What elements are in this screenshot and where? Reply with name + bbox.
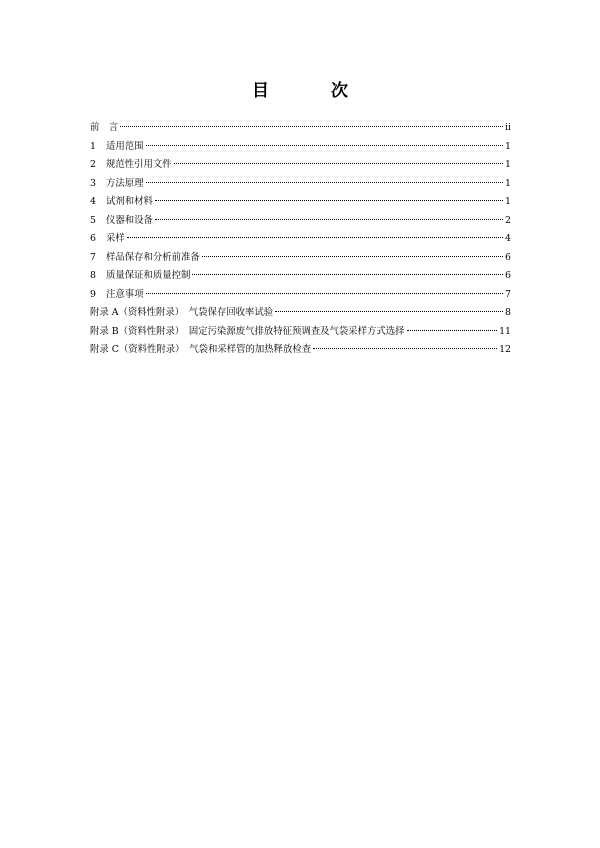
toc-entry-text: 样品保存和分析前准备 bbox=[106, 251, 200, 263]
toc-entry-page: 7 bbox=[505, 288, 511, 300]
toc-entry-appendix-a[interactable] bbox=[90, 304, 511, 323]
toc-entry-page: 1 bbox=[505, 140, 511, 152]
toc-entry-text: 前 言 bbox=[90, 122, 119, 133]
dot-leader bbox=[155, 200, 503, 201]
toc-entry-page: 12 bbox=[499, 344, 511, 355]
toc-entry-text: 附录 B（资料性附录） 固定污染源废气排放特征预调查及气袋采样方式选择 bbox=[90, 325, 405, 337]
toc-entry-4[interactable] bbox=[90, 193, 511, 212]
toc-entry-text: 采样 bbox=[106, 233, 125, 244]
toc-entry-number: 6 bbox=[90, 233, 96, 244]
dot-leader bbox=[313, 348, 497, 349]
table-of-contents bbox=[90, 119, 511, 360]
dot-leader bbox=[146, 145, 504, 146]
dot-leader bbox=[202, 256, 503, 257]
dot-leader bbox=[127, 237, 503, 238]
toc-entry-9[interactable] bbox=[90, 286, 511, 305]
toc-entry-text: 规范性引用文件 bbox=[106, 159, 172, 170]
toc-entry-1[interactable] bbox=[90, 138, 511, 157]
toc-entry-number: 4 bbox=[90, 196, 96, 207]
toc-entry-number: 9 bbox=[90, 288, 96, 300]
dot-leader bbox=[120, 126, 503, 127]
dot-leader bbox=[146, 182, 504, 183]
toc-entry-text: 附录 A（资料性附录） 气袋保存回收率试验 bbox=[90, 307, 274, 318]
toc-entry-appendix-c[interactable] bbox=[90, 341, 511, 360]
toc-entry-number: 3 bbox=[90, 177, 96, 189]
toc-entry-text: 方法原理 bbox=[106, 177, 144, 189]
toc-entry-number: 2 bbox=[90, 159, 96, 170]
toc-entry-page: 6 bbox=[505, 270, 511, 281]
dot-leader bbox=[174, 163, 503, 164]
toc-entry-8[interactable] bbox=[90, 267, 511, 286]
toc-entry-page: 4 bbox=[505, 233, 511, 244]
toc-title: 目 次 bbox=[252, 81, 376, 101]
toc-entry-page: 1 bbox=[505, 177, 511, 189]
toc-entry-text: 质量保证和质量控制 bbox=[106, 270, 191, 281]
toc-entry-page: 11 bbox=[499, 325, 511, 337]
toc-entry-appendix-b[interactable] bbox=[90, 323, 511, 342]
dot-leader bbox=[146, 293, 504, 294]
toc-entry-text: 附录 C（资料性附录） 气袋和采样管的加热释放检查 bbox=[90, 344, 312, 355]
toc-entry-6[interactable] bbox=[90, 230, 511, 249]
toc-entry-3[interactable] bbox=[90, 175, 511, 194]
dot-leader bbox=[275, 311, 503, 312]
toc-entry-page: 1 bbox=[505, 159, 511, 170]
dot-leader bbox=[407, 330, 498, 331]
toc-entry-number: 1 bbox=[90, 140, 96, 152]
toc-entry-page: 2 bbox=[505, 214, 511, 226]
toc-entry-foreword[interactable] bbox=[90, 119, 511, 138]
dot-leader bbox=[155, 219, 503, 220]
toc-entry-text: 试剂和材料 bbox=[106, 196, 153, 207]
toc-entry-5[interactable] bbox=[90, 212, 511, 231]
toc-entry-text: 注意事项 bbox=[106, 288, 144, 300]
toc-entry-number: 7 bbox=[90, 251, 96, 263]
toc-entry-page: ii bbox=[505, 122, 511, 133]
toc-entry-2[interactable] bbox=[90, 156, 511, 175]
toc-entry-number: 8 bbox=[90, 270, 96, 281]
toc-entry-page: 6 bbox=[505, 251, 511, 263]
toc-entry-page: 1 bbox=[505, 196, 511, 207]
toc-entry-text: 适用范围 bbox=[106, 140, 144, 152]
toc-entry-text: 仪器和设备 bbox=[106, 214, 153, 226]
toc-entry-7[interactable] bbox=[90, 249, 511, 268]
toc-entry-page: 8 bbox=[505, 307, 511, 318]
dot-leader bbox=[192, 274, 503, 275]
toc-entry-number: 5 bbox=[90, 214, 96, 226]
